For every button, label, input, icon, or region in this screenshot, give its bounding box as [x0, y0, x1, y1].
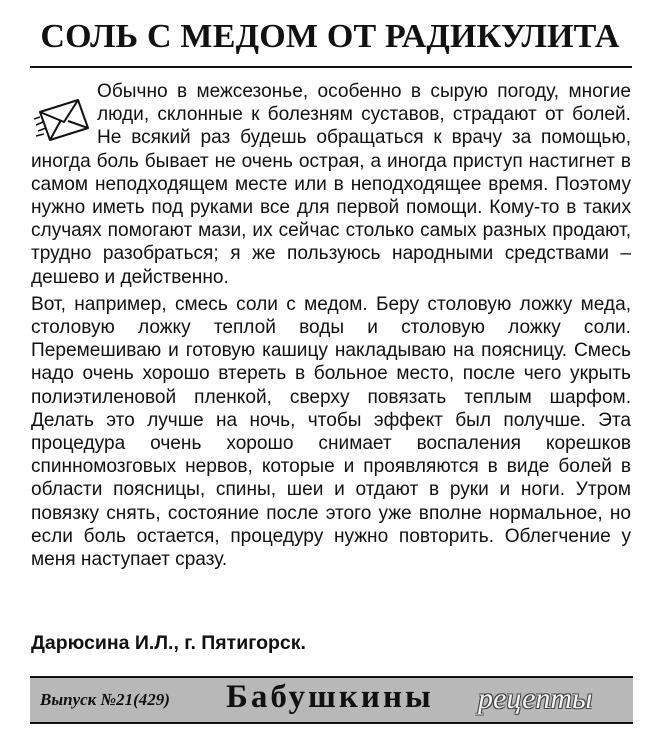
paragraph-1: [31, 80, 631, 289]
author-signature: Дарюсина И.Л., г. Пятигорск.: [31, 632, 306, 654]
paragraph-1-text: Обычно в межсезонье, особенно в сырую погоду, многие люди, склонные к болезням суставов, страдают от болей. Не всякий раз будешь обращаться к врачу за помощью, иногда боль бывает не очень острая, а иногда приступ настигнет в самом неподходящем месте или в неподходящее время. Поэтому нужно иметь под руками все для первой помощи. Кому-то в таких случаях помогают мази, их сейчас столько самых разных продают, трудно разобраться; я же пользуюсь народными средствами – дешево и действенно.: [31, 81, 631, 288]
brand-subtitle: рецепты: [478, 682, 593, 715]
title-rule: [30, 66, 632, 68]
paragraph-2: Вот, например, смесь соли с медом. Беру столовую ложку меда, столовую ложку теплой воды и столовую ложку соли. Перемешиваю и готовую кашицу накладываю на поясницу. Смесь надо очень хорошо втереть в больное место, после чего укрыть полиэтиленовой пленкой, сверху повязать теплым шарфом. Делать это лучше на ночь, чтобы эффект был получше. Эта процедура очень хорошо снимает воспаления корешков спинномозговых нервов, которые и проявляются в виде болей в области поясницы, спины, шеи и отдают в руки и ноги. Утром повязку снять, состояние после этого уже вполне нормальное, но если боль остается, процедуру нужно повторить. Облегчение у меня наступает сразу.: [31, 293, 631, 571]
article-title: СОЛЬ С МЕДОМ ОТ РАДИКУЛИТА: [40, 18, 620, 55]
article-body: [31, 80, 631, 571]
envelope-spacer: [31, 80, 97, 144]
footer-banner: [30, 676, 633, 724]
issue-number: Выпуск №21(429): [40, 690, 170, 709]
brand-title: Бабушкины: [226, 679, 434, 715]
